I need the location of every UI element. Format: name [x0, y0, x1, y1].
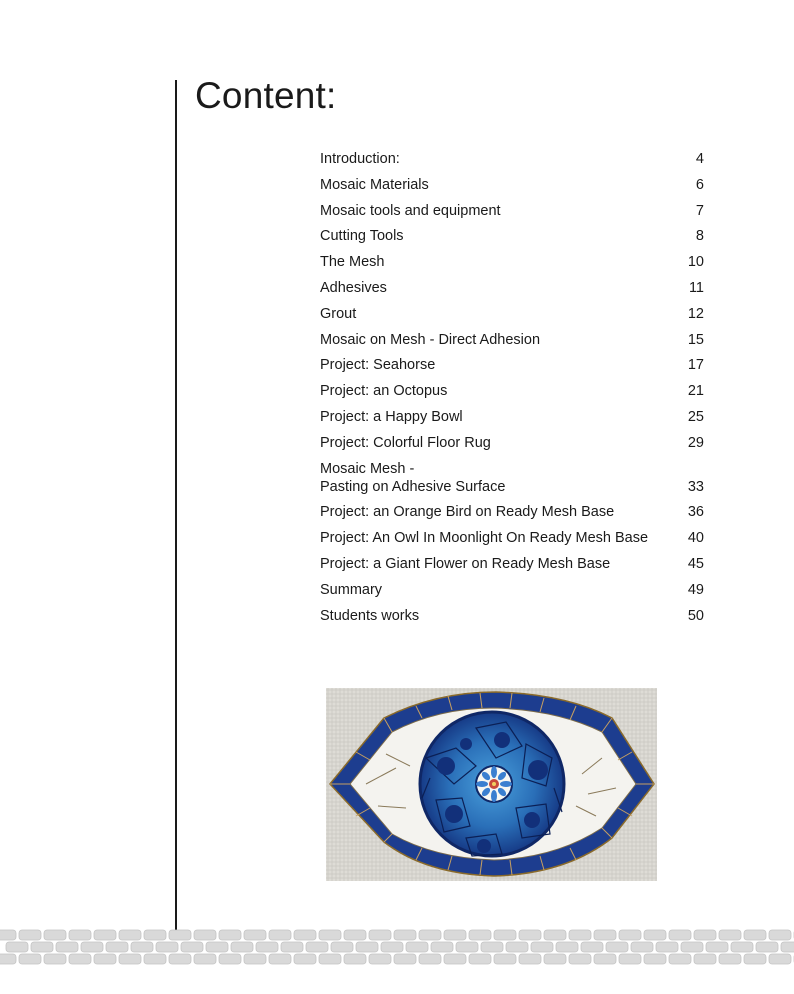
- toc-entry-page: 25: [687, 408, 704, 425]
- toc-entry: [320, 607, 704, 625]
- toc-entry: [320, 253, 704, 271]
- toc-entry-label: Project: An Owl In Moonlight On Ready Mesh Base: [320, 530, 649, 547]
- toc-entry: [320, 331, 704, 349]
- toc-entry-label: Grout: [320, 305, 357, 322]
- toc-entry: [320, 382, 704, 400]
- toc-entry-label: Cutting Tools: [320, 228, 404, 245]
- margin-rule: [175, 80, 177, 930]
- toc-entry-page: 49: [687, 581, 704, 598]
- toc-entry-page: 29: [687, 434, 704, 451]
- toc-entry-label: Introduction:: [320, 151, 400, 167]
- toc-entry-label: Mosaic Materials: [320, 176, 429, 193]
- table-of-contents: [320, 150, 704, 632]
- toc-entry-label: The Mesh: [320, 254, 385, 271]
- toc-entry-label: Project: Seahorse: [320, 357, 436, 374]
- toc-entry: [320, 202, 704, 220]
- toc-entry-label: Project: a Happy Bowl: [320, 408, 463, 425]
- toc-entry: [320, 529, 704, 547]
- brick-border-decoration: [0, 928, 794, 970]
- toc-entry: [320, 460, 704, 496]
- toc-entry-page: 6: [695, 176, 704, 193]
- toc-entry-page: 33: [687, 478, 704, 495]
- toc-entry-page: 15: [687, 331, 704, 348]
- toc-entry: [320, 503, 704, 521]
- toc-entry: [320, 408, 704, 426]
- toc-entry-page: 7: [695, 202, 704, 219]
- toc-entry-label: Summary: [320, 581, 383, 598]
- toc-entry-label: Adhesives: [320, 279, 387, 296]
- toc-entry-label: Mosaic on Mesh - Direct Adhesion: [320, 331, 541, 348]
- page-title: Content:: [195, 75, 337, 116]
- toc-entry: [320, 434, 704, 452]
- toc-entry: [320, 305, 704, 323]
- toc-entry-page: 10: [687, 254, 704, 271]
- toc-entry: [320, 176, 704, 194]
- toc-entry-page: 12: [687, 305, 704, 322]
- toc-entry: [320, 227, 704, 245]
- toc-entry-label: Project: an Orange Bird on Ready Mesh Base: [320, 504, 615, 521]
- toc-entry: [320, 555, 704, 573]
- toc-entry-page: 11: [688, 279, 704, 296]
- toc-entry-page: 36: [687, 504, 704, 521]
- toc-entry: [320, 356, 704, 374]
- mosaic-eye-photo: [326, 688, 657, 881]
- toc-entry-label: Students works: [320, 607, 420, 624]
- toc-entry-label: Project: Colorful Floor Rug: [320, 434, 491, 451]
- toc-entry-page: 21: [687, 383, 704, 400]
- toc-entry: [320, 150, 704, 168]
- toc-entry-page: 45: [687, 555, 704, 572]
- toc-entry-label: Project: a Giant Flower on Ready Mesh Base: [320, 555, 611, 572]
- toc-entry-label: Project: an Octopus: [320, 383, 448, 400]
- toc-entry: [320, 581, 704, 599]
- toc-entry-label: Mosaic Mesh - Pasting on Adhesive Surface: [320, 460, 506, 495]
- toc-entry-page: 40: [687, 530, 704, 547]
- toc-entry: [320, 279, 704, 297]
- toc-entry-label: Mosaic tools and equipment: [320, 202, 501, 219]
- toc-entry-page: 50: [687, 607, 704, 624]
- toc-entry-page: 8: [695, 228, 704, 245]
- toc-entry-page: 17: [687, 357, 704, 374]
- toc-entry-page: 4: [695, 151, 704, 167]
